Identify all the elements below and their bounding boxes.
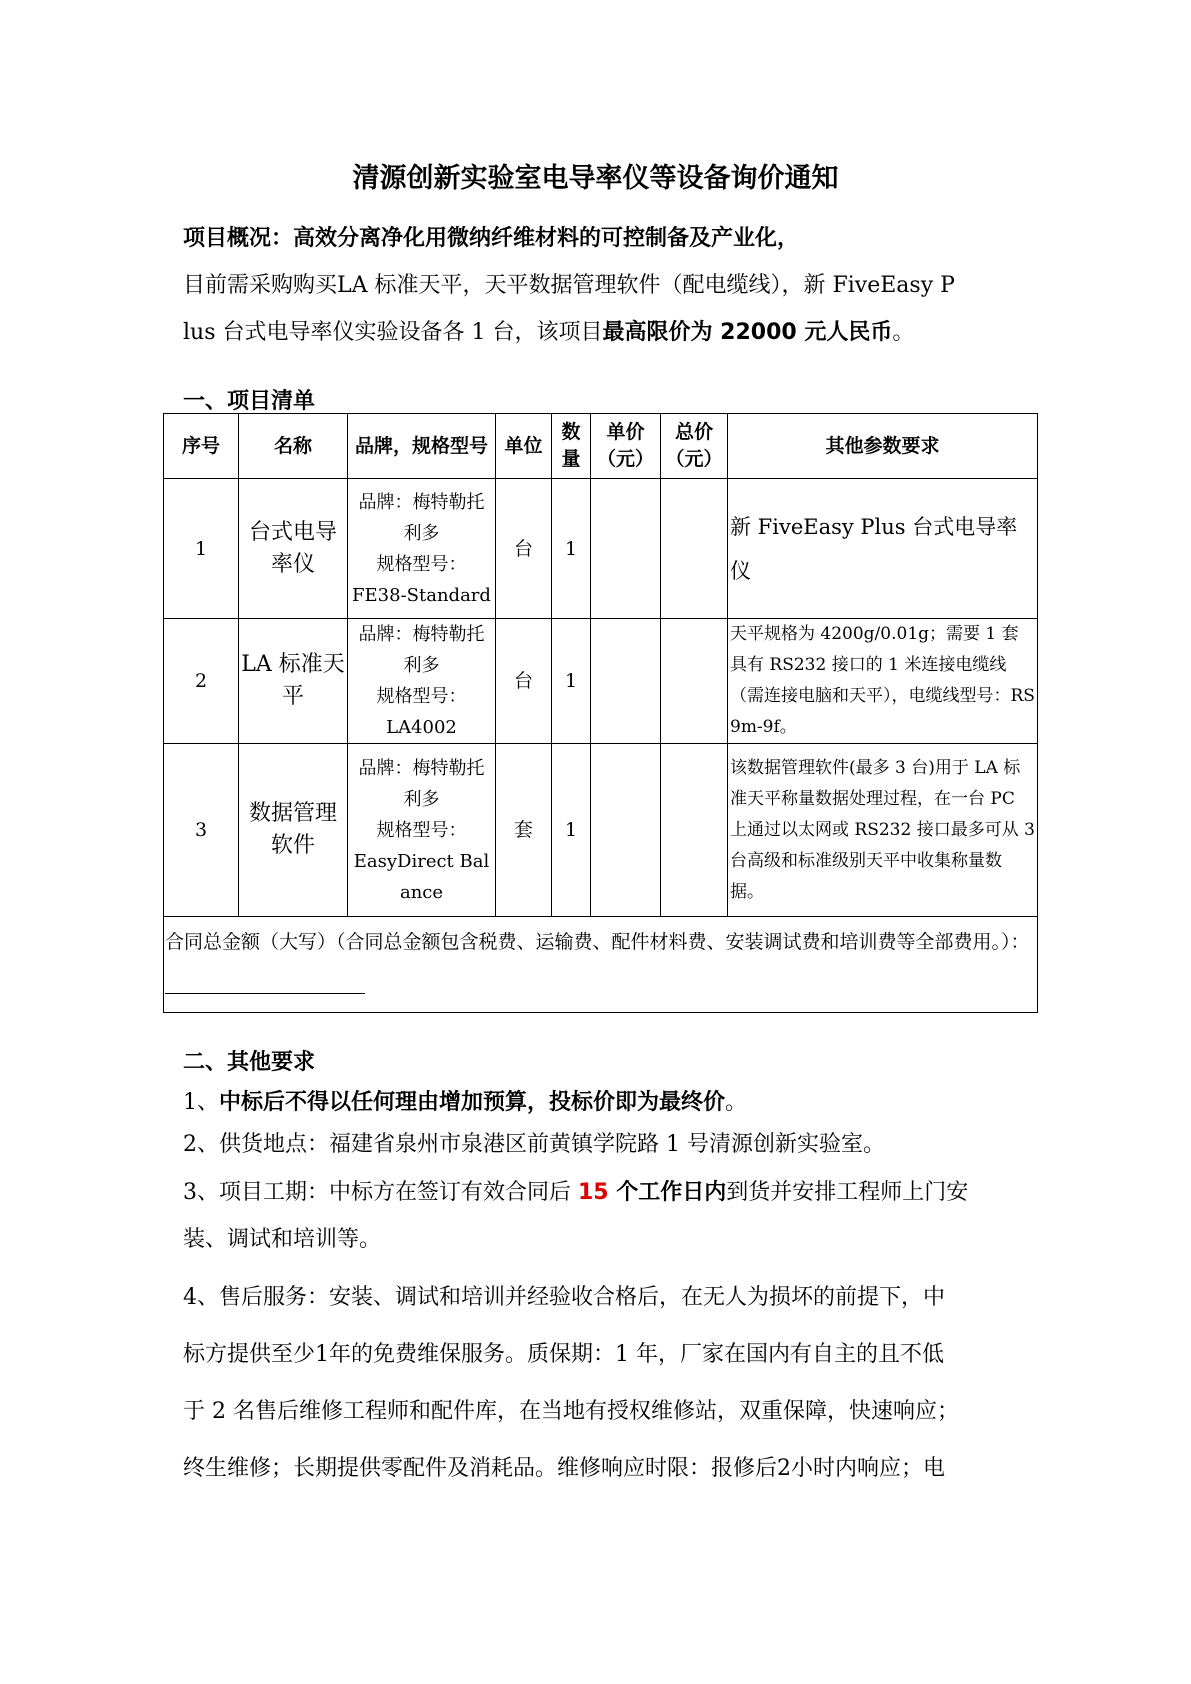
- row-brand: 品牌：梅特勒托利多: [358, 491, 485, 544]
- item-table: [163, 413, 1038, 1013]
- row-model: FE38-Standard: [352, 584, 491, 606]
- row-unit-price: [591, 744, 661, 917]
- row-total-price: [661, 479, 728, 619]
- header-unit-price: 单价（元）: [591, 414, 661, 479]
- requirement-2: 2、供货地点：福建省泉州市泉港区前黄镇学院路 1 号清源创新实验室。: [183, 1132, 885, 1157]
- row-unit: 台: [496, 479, 552, 619]
- requirement-1-suffix: 。: [725, 1090, 748, 1115]
- contract-total-note: 合同总金额（大写）（合同总金额包含税费、运输费、配件材料费、安装调试费和培训费等全部费用。）：: [165, 930, 1030, 953]
- row-brand-model: [348, 744, 496, 917]
- row-brand: 品牌：梅特勒托利多: [358, 757, 485, 810]
- row-no: 1: [164, 479, 239, 619]
- table-row: [164, 744, 1038, 917]
- page-title: 清源创新实验室电导率仪等设备询价通知: [352, 163, 839, 194]
- row-brand-model: [348, 619, 496, 744]
- requirement-3-days: 15: [578, 1180, 609, 1205]
- row-unit-price: [591, 479, 661, 619]
- requirement-4-line-3: 于 2 名售后维修工程师和配件库，在当地有授权维修站，双重保障，快速响应；: [183, 1399, 959, 1424]
- row-unit: 套: [496, 744, 552, 917]
- header-qty: 数量: [552, 414, 591, 479]
- requirement-4-line-2: 标方提供至少1年的免费维保服务。质保期：1 年，厂家在国内有自主的且不低: [183, 1342, 944, 1367]
- row-no: 2: [164, 619, 239, 744]
- requirement-4-line-4: 终生维修；长期提供零配件及消耗品。维修响应时限：报修后2小时内响应；电: [183, 1456, 945, 1481]
- row-name: 台式电导率仪: [239, 479, 348, 619]
- contract-total-blank[interactable]: [165, 973, 365, 994]
- contract-total-cell: [164, 917, 1038, 1013]
- row-total-price: [661, 744, 728, 917]
- requirement-3-line-2: 装、调试和培训等。: [183, 1227, 382, 1252]
- requirement-3: [183, 1175, 968, 1206]
- table-row: [164, 479, 1038, 619]
- section-1-heading: 一、项目清单: [183, 389, 316, 414]
- table-total-row: [164, 917, 1038, 1013]
- price-limit: 最高限价为 22000 元人民币: [602, 320, 893, 345]
- header-name: 名称: [239, 414, 348, 479]
- section-2-heading: 二、其他要求: [183, 1050, 316, 1075]
- requirement-3-suffix: 到货并安排工程师上门安: [726, 1180, 969, 1205]
- row-other: 该数据管理软件(最多 3 台)用于 LA 标准天平称量数据处理过程，在一台 PC 上通过以太网或 RS232 接口最多可从 3 台高级和标准级别天平中收集称量数据。: [728, 744, 1038, 917]
- requirement-4-line-1: 4、售后服务：安装、调试和培训并经验收合格后，在无人为损坏的前提下，中: [183, 1285, 945, 1310]
- row-name: 数据管理软件: [239, 744, 348, 917]
- row-name: LA 标准天平: [239, 619, 348, 744]
- project-overview-label: 项目概况：高效分离净化用微纳纤维材料的可控制备及产业化，: [183, 226, 800, 251]
- requirement-1-prefix: 1、: [183, 1090, 219, 1115]
- overview-line-2-end: 。: [892, 320, 915, 345]
- requirement-1-bold: 中标后不得以任何理由增加预算，投标价即为最终价: [219, 1090, 726, 1115]
- row-model: LA4002: [386, 717, 457, 738]
- row-total-price: [661, 619, 728, 744]
- row-qty: 1: [552, 479, 591, 619]
- row-model-label: 规格型号：: [376, 819, 467, 841]
- table-header-row: [164, 414, 1038, 479]
- row-unit: 台: [496, 619, 552, 744]
- header-total-price: 总价（元）: [661, 414, 728, 479]
- row-brand: 品牌：梅特勒托利多: [358, 624, 485, 676]
- row-model: EasyDirect Balance: [353, 850, 490, 903]
- row-qty: 1: [552, 619, 591, 744]
- row-model-label: 规格型号：: [376, 553, 467, 575]
- overview-line-1: 目前需采购购买LA 标准天平，天平数据管理软件（配电缆线），新 FiveEasy P: [183, 273, 955, 298]
- requirement-3-bold: 个工作日内: [608, 1180, 727, 1205]
- header-unit: 单位: [496, 414, 552, 479]
- row-qty: 1: [552, 744, 591, 917]
- row-brand-model: [348, 479, 496, 619]
- row-unit-price: [591, 619, 661, 744]
- overview-line-2: [183, 315, 914, 346]
- overview-line-2-text: lus 台式电导率仪实验设备各 1 台，该项目: [183, 320, 603, 345]
- table-row: [164, 619, 1038, 744]
- header-brand-model: 品牌，规格型号: [348, 414, 496, 479]
- header-other: 其他参数要求: [728, 414, 1038, 479]
- header-no: 序号: [164, 414, 239, 479]
- requirement-1: [183, 1085, 747, 1116]
- row-other: 天平规格为 4200g/0.01g；需要 1 套具有 RS232 接口的 1 米连接电缆线（需连接电脑和天平），电缆线型号：RS 9m-9f。: [728, 619, 1038, 744]
- row-other: 新 FiveEasy Plus 台式电导率仪: [728, 479, 1038, 619]
- row-model-label: 规格型号：: [376, 686, 467, 707]
- row-no: 3: [164, 744, 239, 917]
- requirement-3-prefix: 3、项目工期：中标方在签订有效合同后: [183, 1180, 578, 1205]
